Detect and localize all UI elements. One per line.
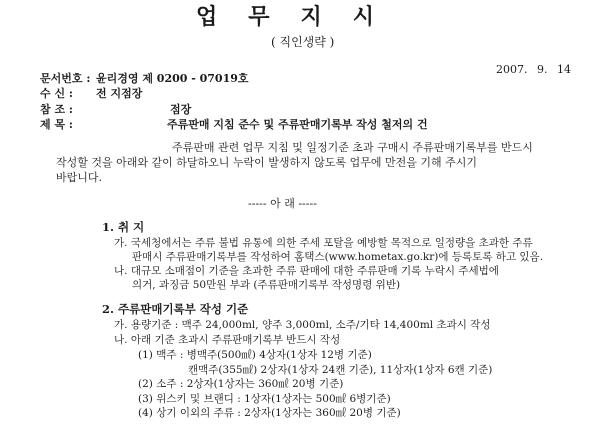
reference-row	[40, 104, 96, 115]
intro-line: 바랍니다.	[56, 171, 103, 184]
recipient-row	[40, 88, 142, 99]
section2-item: 나. 아래 기준 초과시 주류판매기록부 반드시 작성	[114, 334, 341, 346]
section2-item: (2) 소주 : 2상자(1상자는 360㎖ 20병 기준)	[138, 378, 344, 390]
section2-item: (1) 맥주 : 병맥주(500㎖) 4상자(1상자 12병 기준)	[138, 349, 372, 361]
below-heading: ----- 아 래 -----	[248, 197, 317, 210]
section1-item: 나. 대규모 소매점이 기준을 초과한 주류 판매에 대한 주류판매 기록 누락시 주세법에	[114, 265, 499, 277]
recipient-value: 전 지점장	[96, 87, 143, 100]
section2-item: 캔맥주(355㎖) 2상자(1상자 24캔 기준), 11상자(1상자 6캔 기준)	[188, 364, 493, 376]
section1-item: 판매시 주류판매기록부를 작성하여 홈택스(www.hometax.go.kr)에 등록토록 하고 있음.	[132, 251, 544, 263]
doc-number-row	[40, 73, 249, 84]
subject-label: 제 목 :	[40, 118, 73, 131]
document-title: 업무지시	[196, 4, 406, 30]
recipient-label: 수 신 :	[40, 87, 73, 100]
section2-item: (4) 상기 이외의 주류 : 2상자(1상자는 360㎖ 20병 기준)	[138, 407, 401, 419]
document-date: 2007. 9. 14	[496, 63, 571, 76]
section2-heading: 2. 주류판매기록부 작성 기준	[102, 302, 249, 316]
section2-item: 가. 용량기준 : 맥주 24,000ml, 양주 3,000ml, 소주/기타 14,400ml 초과시 작성	[114, 319, 491, 331]
doc-number-value: 윤리경영 제 0200 - 07019호	[96, 72, 249, 85]
section2-item: (3) 위스키 및 브랜디 : 1상자(1상자는 500㎖ 6병기준)	[138, 393, 391, 405]
section1-item: 가. 국세청에서는 주류 불법 유통에 의한 주세 포탈을 예방할 목적으로 일정량을 초과한 주류	[114, 237, 533, 249]
section1-item: 의거, 과징금 50만원 부과 (주류판매기록부 작성명령 위반)	[132, 279, 401, 291]
section1-heading: 1. 취 지	[102, 220, 145, 234]
intro-line: 주류판매 관련 업무 지침 및 일정기준 초과 구매시 주류판매기록부를 반드시	[172, 141, 533, 154]
subject-value: 주류판매 지침 준수 및 주류판매기록부 작성 철저의 건	[167, 118, 428, 131]
intro-line: 작성할 것을 아래와 같이 하달하오니 누락이 발생하지 않도록 업무에 만전을 기해 주시기	[56, 156, 477, 169]
reference-value: 점장	[170, 103, 192, 116]
doc-number-label: 문서번호 :	[40, 72, 91, 85]
document-subtitle: ( 직인생략 )	[271, 35, 335, 49]
reference-label: 참 조 :	[40, 103, 73, 116]
